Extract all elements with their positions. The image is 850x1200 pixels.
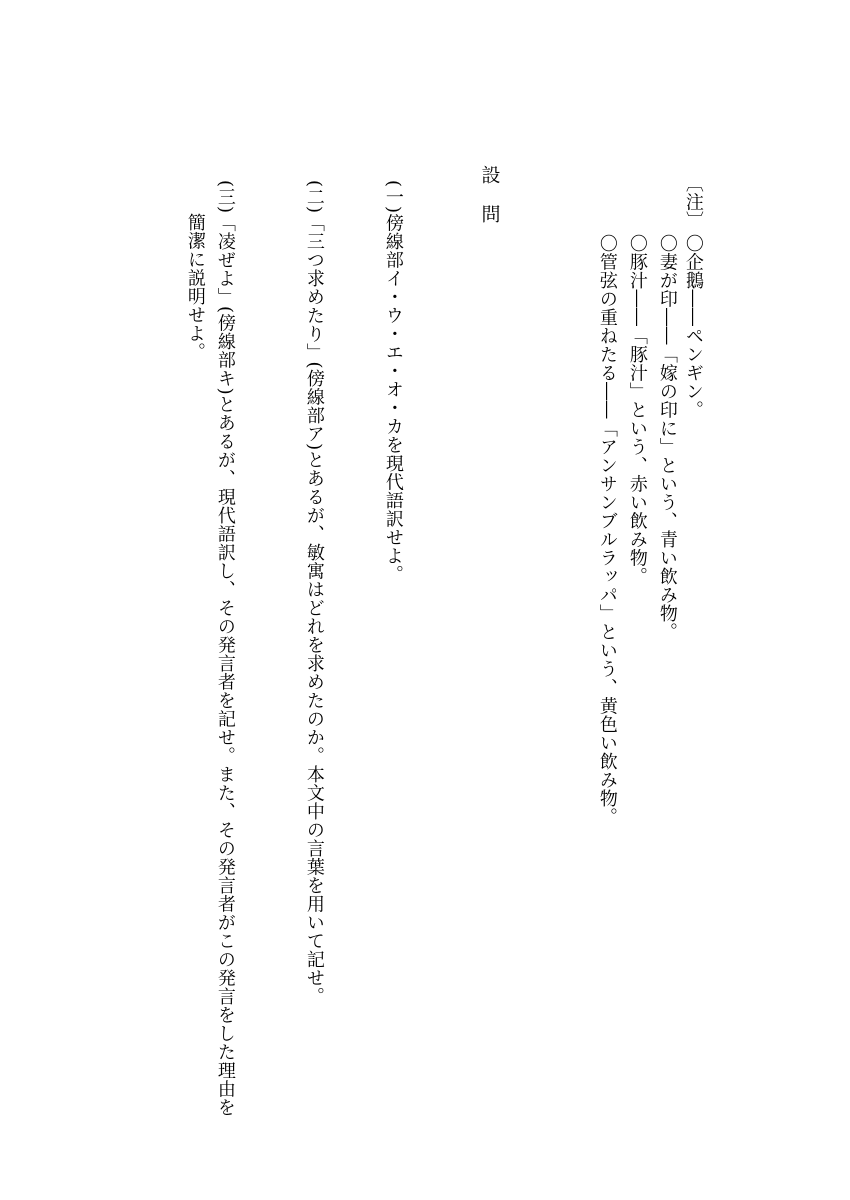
- note-item: 〇管弦の重ねたる――「アンサンブルラッパ」という、黄色い飲み物。: [596, 234, 618, 826]
- note-item: 〇妻が印――「嫁の印に」という、青い飲み物。: [656, 234, 678, 641]
- question-3: (三)「凌ぜよ」(傍線部キ)とあるが、現代語訳し、その発言者を記せ。また、その発言者がこの発言をした理由を: [214, 180, 236, 1117]
- notes-label: 〔注〕: [682, 174, 704, 230]
- note-item: 〇豚汁――「豚汁」という、赤い飲み物。: [626, 234, 648, 586]
- note-item: 〇企鵝――ペンギン。: [682, 234, 704, 419]
- questions-heading: 設問: [478, 165, 501, 243]
- question-1: (一)傍線部イ・ウ・エ・オ・カを現代語訳せよ。: [382, 180, 404, 584]
- question-2: (二)「三つ求めたり」(傍線部ア)とあるが、敏寓はどれを求めたのか。本文中の言葉を用いて記せ。: [303, 180, 325, 1006]
- question-3-continuation: 簡潔に説明せよ。: [184, 213, 206, 361]
